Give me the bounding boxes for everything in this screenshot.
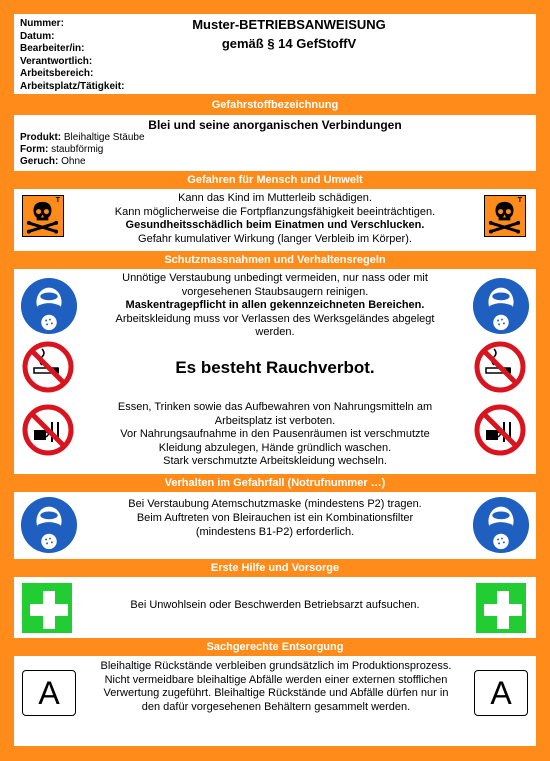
first-aid-icon (474, 581, 528, 635)
protection-line-5: werden. (255, 326, 295, 338)
emergency-text (80, 497, 470, 539)
protection-line-3: Maskentragepflicht in allen gekennzeichneten Bereichen. (125, 299, 425, 311)
no-eating-drinking-icon (474, 404, 526, 456)
firstaid-text: Bei Unwohlsein oder Beschwerden Betriebsarzt aufsuchen. (130, 599, 420, 611)
label-arbeitsplatz: Arbeitsplatz/Tätigkeit: (20, 80, 125, 92)
disposal-text (80, 660, 472, 714)
geruch-label: Geruch: (20, 156, 59, 167)
form-label: Form: (20, 144, 49, 155)
section-header-emergency: Verhalten im Gefahrfall (Notrufnummer …) (164, 477, 386, 489)
first-aid-cross-horizontal (30, 604, 68, 616)
emergency-box (14, 492, 536, 559)
label-verantwortlich: Verantwortlich: (20, 55, 93, 67)
product-row (20, 132, 145, 143)
protection-eat-line-2: Arbeitsplatz ist verboten. (214, 414, 336, 427)
hazard-line-2: Kann möglicherweise die Fortpflanzungsfähigkeit beeinträchtigen. (114, 205, 436, 218)
respirator-mask-icon (20, 277, 78, 335)
label-bearbeiter: Bearbeiter/in: (20, 43, 85, 55)
waste-category-a-icon: A (474, 670, 528, 716)
geruch-row (20, 156, 86, 167)
product-box (14, 115, 536, 171)
product-name: Blei und seine anorganischen Verbindungen (148, 118, 402, 132)
produkt-label: Produkt: (20, 132, 62, 143)
emergency-line-2: Beim Auftreten von Bleirauchen ist ein Kombinationsfilter (136, 512, 414, 524)
firstaid-box (14, 577, 536, 638)
protection-eat-line-3: Vor Nahrungsaufnahme in den Pausenräumen ist verschmutzte (120, 428, 430, 440)
emergency-line-3: (mindestens B1-P2) erforderlich. (195, 526, 355, 538)
title-line-2: gemäß § 14 GefStoffV (221, 36, 357, 51)
section-header-firstaid: Erste Hilfe und Vorsorge (210, 562, 340, 574)
first-aid-cross-horizontal (484, 604, 522, 616)
hazard-line-3: Gesundheitsschädlich beim Einatmen und Verschlucken. (125, 219, 425, 231)
label-datum: Datum: (20, 30, 55, 42)
hazard-line-4: Gefahr kumulativer Wirkung (langer Verbleib im Körper). (138, 232, 412, 245)
emergency-line-1: Bei Verstaubung Atemschutzmaske (mindestens P2) tragen. (128, 498, 422, 510)
produkt-value: Bleihaltige Stäube (63, 132, 145, 143)
respirator-mask-icon (472, 496, 530, 554)
protection-box (14, 269, 536, 474)
header-labels (20, 18, 124, 94)
document-title (164, 15, 414, 53)
header-box (14, 14, 536, 94)
label-nummer: Nummer: (20, 18, 64, 29)
geruch-value: Ohne (61, 156, 86, 167)
toxic-sign-letter: T (517, 197, 522, 204)
disposal-line-3: Verwertung zugeführt. Bleihaltige Rückstände und Abfälle dürfen nur in (103, 687, 449, 699)
protection-eat-line-4: Kleidung abzulegen, Hände gründlich waschen. (158, 441, 392, 454)
disposal-box (14, 656, 536, 746)
first-aid-icon (20, 581, 74, 635)
toxic-sign-left (22, 195, 64, 237)
label-arbeitsbereich: Arbeitsbereich: (20, 68, 94, 80)
disposal-line-2: Nicht vermeidbare bleihaltige Abfälle werden einer externen stofflichen (104, 673, 448, 686)
section-header-substance: Gefahrstoffbezeichnung (211, 99, 339, 111)
hazards-text (74, 192, 476, 246)
protection-line-1: Unnötige Verstaubung unbedingt vermeiden, nur nass oder mit (122, 272, 428, 284)
disposal-line-4: den dafür vorgesehenen Behältern gesammelt werden. (141, 700, 411, 713)
respirator-mask-icon (472, 277, 530, 335)
toxic-sign-right (484, 195, 526, 237)
no-smoking-text: Es besteht Rauchverbot. (175, 358, 375, 377)
protection-line-2: vorgesehenen Staubsaugern reinigen. (181, 285, 369, 298)
section-header-disposal: Sachgerechte Entsorgung (206, 641, 344, 653)
title-line-1: Muster-BETRIEBSANWEISUNG (192, 17, 386, 32)
hazard-line-1: Kann das Kind im Mutterleib schädigen. (178, 192, 372, 204)
section-header-protection: Schutzmassnahmen und Verhaltensregeln (164, 254, 386, 266)
respirator-mask-icon (20, 496, 78, 554)
hazards-box (14, 189, 536, 251)
form-value: staubförmig (51, 144, 104, 155)
protection-eat-line-1: Essen, Trinken sowie das Aufbewahren von Nahrungsmitteln am (117, 401, 433, 413)
protection-text-1 (80, 272, 470, 340)
protection-eat-line-5: Stark verschmutzte Arbeitskleidung wechseln. (163, 455, 387, 467)
toxic-sign-letter: T (55, 197, 60, 204)
waste-category-a-icon: A (22, 670, 76, 716)
protection-text-3 (80, 401, 470, 469)
form-row (20, 144, 103, 155)
no-eating-drinking-icon (22, 404, 74, 456)
disposal-line-1: Bleihaltige Rückstände verbleiben grundsätzlich im Produktionsprozess. (100, 660, 452, 672)
section-header-hazards: Gefahren für Mensch und Umwelt (187, 174, 363, 186)
protection-line-4: Arbeitskleidung muss vor Verlassen des Werksgeländes abgelegt (115, 312, 435, 325)
